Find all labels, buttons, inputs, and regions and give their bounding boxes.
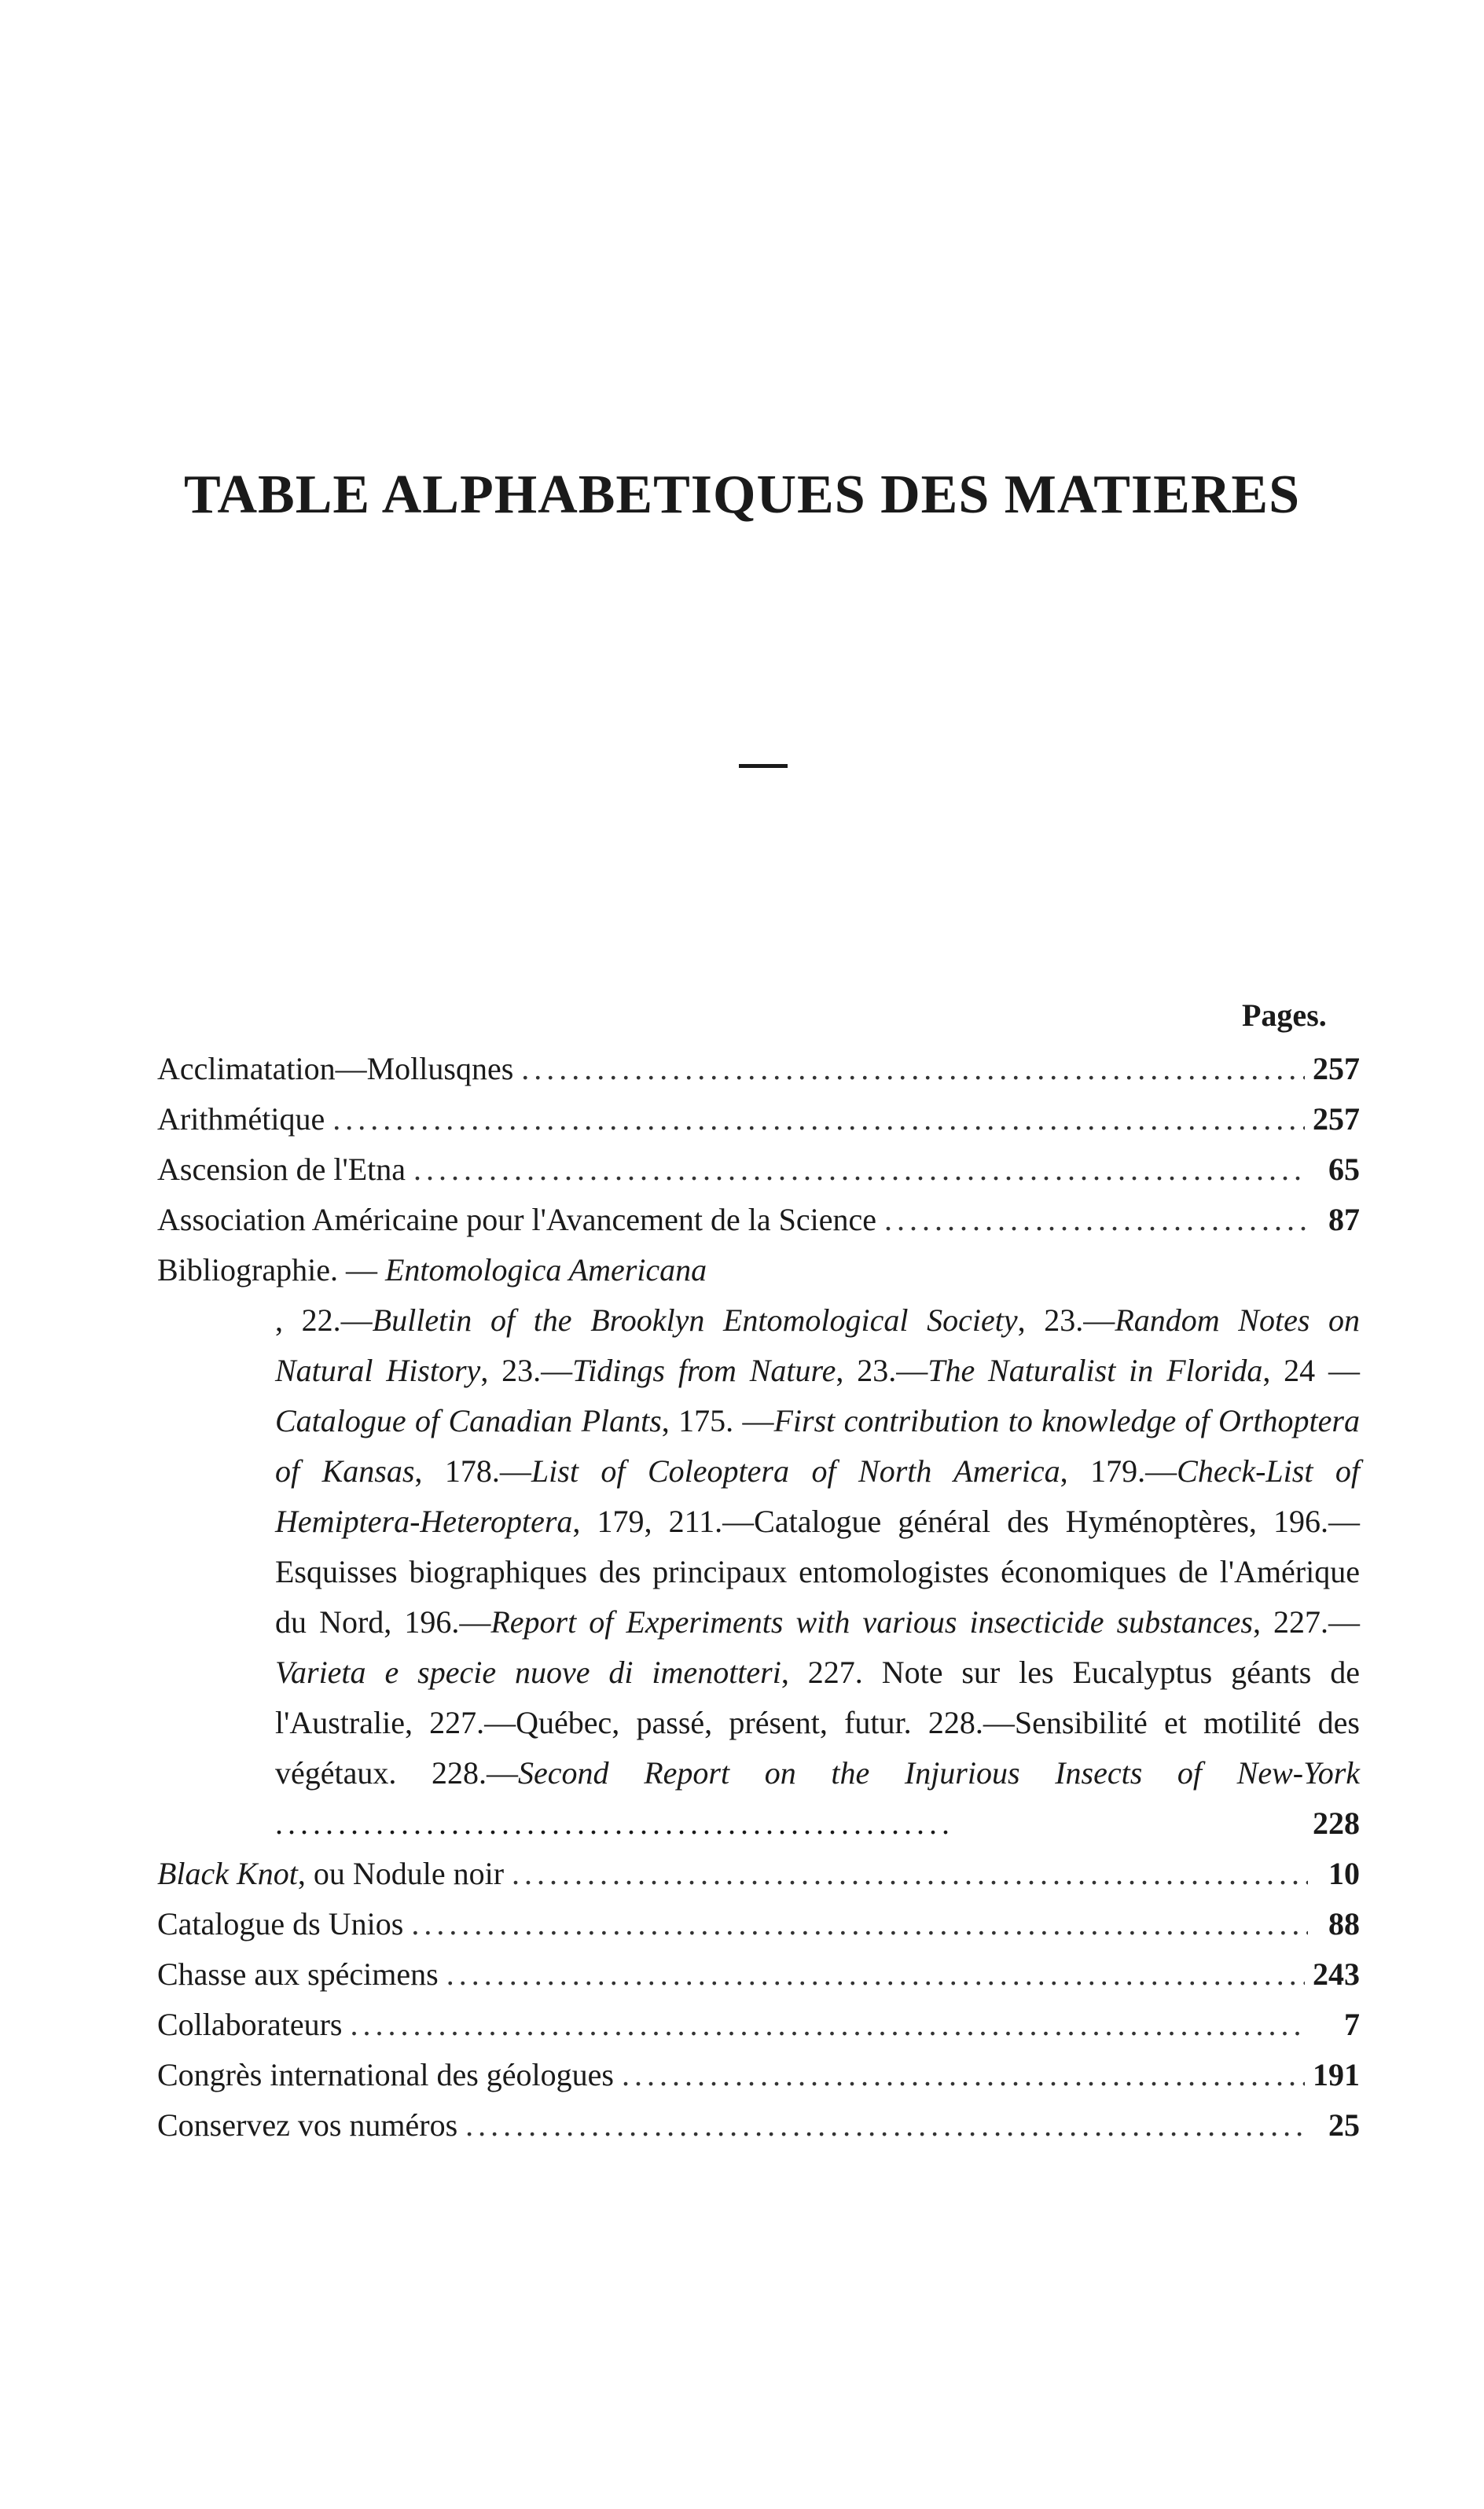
index-entry	[157, 2050, 1360, 2100]
bibliographie-segment: Check-List of Hemiptera-Heteroptera	[275, 1453, 1361, 1539]
bibliographie-head	[157, 1245, 1360, 1295]
leader-dots	[411, 1899, 1308, 1949]
index-entry	[157, 2000, 1360, 2050]
bibliographie-segment: First contribution to knowledge of Orthoptera of Kansas	[275, 1403, 1360, 1489]
bibliographie-first-line	[377, 1252, 707, 1288]
index-entry	[157, 1949, 1360, 2000]
title-divider	[739, 764, 788, 768]
entry-label: Bibliographie. —	[157, 1252, 377, 1288]
bibliographie-segment: , 22.—	[275, 1302, 373, 1338]
bibliographie-segment: , 178.—	[414, 1453, 531, 1489]
bibliographie-segment: Entomologica Americana	[377, 1252, 707, 1288]
bibliographie-segment: , 227.—	[1252, 1604, 1361, 1640]
index-entry	[157, 1849, 1360, 1899]
entry-page: 243	[1313, 1956, 1360, 1992]
bibliographie-segment: Report of Experiments with various insecticide substances	[490, 1604, 1253, 1640]
entry-label: Ascension de l'Etna	[157, 1152, 406, 1187]
entry-page: 65	[1328, 1152, 1360, 1187]
entry-label: Catalogue ds Unios	[157, 1906, 404, 1941]
entry-page: 257	[1313, 1051, 1360, 1086]
bibliographie-entry	[157, 1245, 1360, 1849]
leader-dots: ......................................................	[275, 1806, 954, 1841]
bibliographie-segment: , 24 —	[1262, 1353, 1361, 1388]
page-title: TABLE ALPHABETIQUES DES MATIERES	[183, 465, 1301, 525]
entry-page: 228	[1313, 1806, 1360, 1841]
index-entry	[157, 1094, 1360, 1144]
bibliographie-text	[275, 1302, 1360, 1841]
entry-page: 25	[1328, 2107, 1360, 2143]
entry-label: Collaborateurs	[157, 2007, 343, 2042]
entry-label: Conservez vos numéros	[157, 2107, 458, 2143]
bibliographie-segment: Varieta e specie nuove di imenotteri	[275, 1655, 781, 1690]
index-entry	[157, 1899, 1360, 1949]
entry-label: Congrès international des géologues	[157, 2057, 614, 2092]
bibliographie-segment: List of Coleoptera of North America	[531, 1453, 1060, 1489]
entry-label: Chasse aux spécimens	[157, 1956, 439, 1992]
leader-dots	[622, 2050, 1305, 2100]
index-entry	[157, 1144, 1360, 1195]
bibliographie-segment: , 227. Note sur les Eucalyptus géants de l'Australie, 227.—Québec, passé, présent, futur. 228.—Sensibilité et motilité des végétaux. 228.—	[275, 1655, 1361, 1791]
bibliographie-segment: , 23.—	[836, 1353, 928, 1388]
entry-page: 10	[1328, 1856, 1360, 1891]
entry-label: Acclimatation—Mollusqnes	[157, 1051, 514, 1086]
bibliographie-segment: Random Notes on Natural History	[275, 1302, 1361, 1388]
leader-dots	[521, 1044, 1305, 1094]
leader-dots	[465, 2100, 1308, 2151]
entry-page: 87	[1328, 1202, 1360, 1237]
index-entry	[157, 1044, 1360, 1094]
index-entry	[157, 1195, 1360, 1245]
leader-dots	[512, 1849, 1308, 1899]
bibliographie-segment: , 23.—	[480, 1353, 573, 1388]
pages-column-header: Pages.	[1242, 997, 1327, 1033]
entry-label-italic: Black Knot	[157, 1856, 298, 1891]
leader-dots	[332, 1094, 1305, 1144]
leader-dots	[446, 1949, 1305, 2000]
entry-page: 257	[1313, 1101, 1360, 1137]
bibliographie-segment: Tidings from Nature	[572, 1353, 836, 1388]
bibliographie-segment: Bulletin of the Brooklyn Entomological Society	[372, 1302, 1018, 1338]
entry-page: 88	[1328, 1906, 1360, 1941]
bibliographie-segment: , 179, 211.—Catalogue général des Hyménoptères, 196.—Esquisses biographiques des principaux entomologistes économiques de l'Amérique du Nord, 196.—	[275, 1504, 1360, 1640]
leader-dots	[413, 1144, 1308, 1195]
entry-label: Arithmétique	[157, 1101, 325, 1137]
index-entries	[157, 1044, 1360, 2151]
bibliographie-segment: , 23.—	[1017, 1302, 1115, 1338]
bibliographie-segment: , 179.—	[1060, 1453, 1177, 1489]
bibliographie-segment: Second Report on the Injurious Insects of New-York	[518, 1755, 1361, 1791]
leader-dots	[884, 1195, 1308, 1245]
leader-dots	[351, 2000, 1309, 2050]
bibliographie-body	[275, 1295, 1360, 1849]
entry-label: Association Américaine pour l'Avancement de la Science	[157, 1202, 877, 1237]
entry-label: , ou Nodule noir	[297, 1856, 505, 1891]
bibliographie-segment: Catalogue of Canadian Plants	[275, 1403, 662, 1438]
entry-page: 191	[1313, 2057, 1360, 2092]
bibliographie-segment: The Naturalist in Florida	[928, 1353, 1263, 1388]
bibliographie-segment: , 175. —	[661, 1403, 774, 1438]
entry-page: 7	[1344, 2007, 1360, 2042]
index-entry	[157, 2100, 1360, 2151]
